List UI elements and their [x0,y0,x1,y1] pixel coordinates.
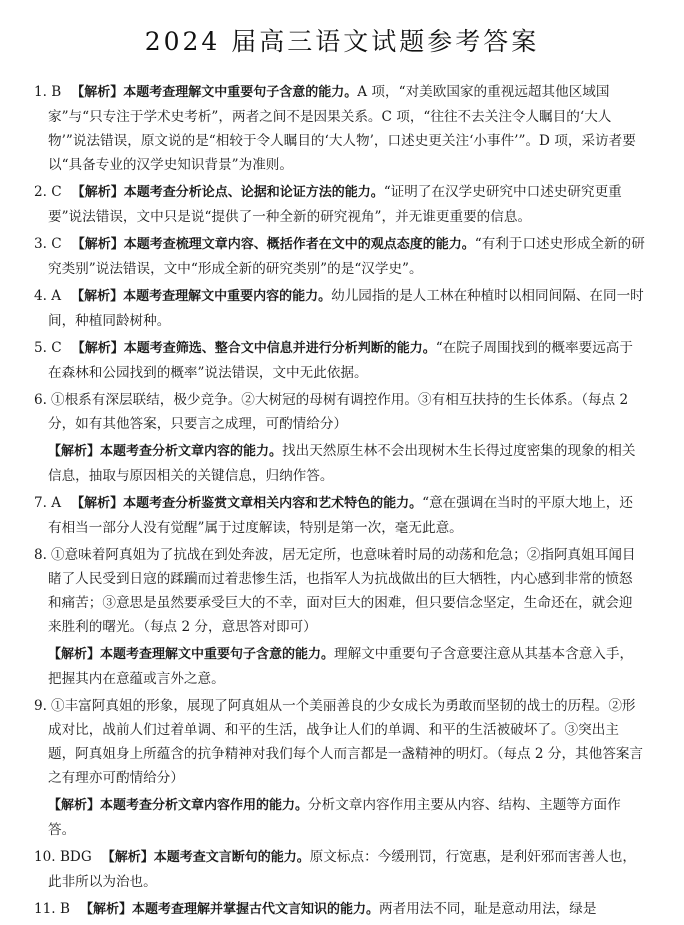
answer-item-9 [34,694,646,842]
answer-text: “证明了在汉学史研究中口述史研究更重要”说法错误，文中只是说“提供了一种全新的研究视角”，并无谁更重要的信息。 [48,184,622,225]
answer-text: “有利于口述史形成全新的研究类别”说法错误，文中“形成全新的研究类别”的是“汉学史”。 [48,236,645,277]
analysis-lead: 【解析】本题考查文言断句的能力。 [101,850,310,865]
answer-text: 幼儿园指的是人工林在种植时以相同间隔、在同一时间，种植同龄树种。 [48,288,644,329]
answer-text: ①根系有深层联结，极少竞争。②大树冠的母树有调控作用。③有相互扶持的生长体系。（每点 2 分，如有其他答案，只要言之成理，可酌情给分） [48,392,629,432]
analysis-lead: 【解析】本题考查分析文章内容作用的能力。 [48,798,309,813]
answer-item-1 [34,80,646,177]
analysis-text: 分析文章内容作用主要从内容、结构、主题等方面作答。 [48,797,621,838]
analysis-lead: 【解析】本题考查分析论点、论据和论证方法的能力。 [71,185,384,200]
answer-number: 3. C [34,236,62,252]
analysis-lead: 【解析】本题考查理解文中重要句子含意的能力。 [48,647,335,662]
answer-text: 原文标点：今缓刑罚，行宽惠，是利奸邪而害善人也，此非所以为治也。 [48,849,636,890]
analysis-lead: 【解析】本题考查分析文章内容的能力。 [48,444,283,459]
answer-text: “在院子周围找到的概率要远高于在森林和公园找到的概率”说法错误，文中无此依据。 [48,340,633,381]
answer-item-8 [34,543,646,691]
answer-number: 4. A [34,288,62,304]
answer-number: 8. [34,547,47,563]
answer-item-7 [34,491,646,540]
analysis-lead: 【解析】本题考查梳理文章内容、概括作者在文中的观点态度的能力。 [71,237,475,252]
answer-text: ①丰富阿真姐的形象，展现了阿真姐从一个美丽善良的少女成长为勇敢而坚韧的战士的历程。②形成对比，战前人们过着单调、和平的生活，战争让人们的单调、和平的生活被破坏了。③突出主题，阿真姐身上所蕴含的抗争精神对我们每个人而言都是一盏精神的明灯。（每点 2 分，其他答案言之有理亦可酌情给分） [48,698,644,786]
analysis-lead: 【解析】本题考查分析鉴赏文章相关内容和艺术特色的能力。 [71,496,423,511]
answer-number: 5. C [34,340,62,356]
answer-number: 9. [34,698,47,714]
answer-list [34,80,646,925]
answer-number: 11. B [34,901,70,917]
answer-item-4 [34,284,646,333]
answer-item-11 [34,897,646,922]
answer-text: ①意味着阿真姐为了抗战在到处奔波，居无定所，也意味着时局的动荡和危急；②指阿真姐耳闻目睹了人民受到日寇的蹂躏而过着悲惨生活，也指军人为抗战做出的巨大牺牲，内心感到非常的愤怒和痛苦；③意思是虽然要承受巨大的不幸，面对巨大的困难，但只要信念坚定，生命还在，就会迎来胜利的曙光。（每点 2 分，意思答对即可） [48,547,636,635]
answer-text: “意在强调在当时的平原大地上，还有相当一部分人没有觉醒”属于过度解读，特别是第一次，毫无此意。 [48,495,633,536]
analysis-lead: 【解析】本题考查理解文中重要内容的能力。 [71,289,332,304]
answer-number: 6. [34,392,47,408]
answer-number: 1. B [34,84,62,100]
analysis-lead: 【解析】本题考查理解文中重要句子含意的能力。 [71,85,358,100]
analysis-text: 找出天然原生林不会出现树木生长得过度密集的现象的相关信息，抽取与原因相关的关键信息，归纳作答。 [48,443,636,484]
answer-item-2 [34,180,646,229]
analysis-lead: 【解析】本题考查筛选、整合文中信息并进行分析判断的能力。 [71,341,436,356]
answer-number: 2. C [34,184,62,200]
answer-number: 7. A [34,495,62,511]
answer-item-3 [34,232,646,281]
answer-text: 两者用法不同，耻是意动用法，绿是 [378,901,597,917]
analysis-lead: 【解析】本题考查理解并掌握古代文言知识的能力。 [79,902,379,917]
answer-item-5 [34,336,646,385]
answer-number: 10. BDG [34,849,92,865]
answer-item-6 [34,388,646,488]
answer-text: A 项，“对美欧国家的重视远超其他区域国家”与“只专注于学术史考析”，两者之间不是因果关系。C 项，“往往不去关注令人瞩目的‘大人物’”说法错误，原文说的是“相较于令人瞩目的‘大人物’，口述史更关注‘小事件’”。D 项，采访者要以“具备专业的汉学史知识背景”为准则。 [48,84,636,173]
answer-item-10 [34,845,646,894]
page-title: 2024 届高三语文试题参考答案 [144,27,540,56]
analysis-text: 理解文中重要句子含意要注意从其基本含意入手，把握其内在意蕴或言外之意。 [48,646,634,687]
